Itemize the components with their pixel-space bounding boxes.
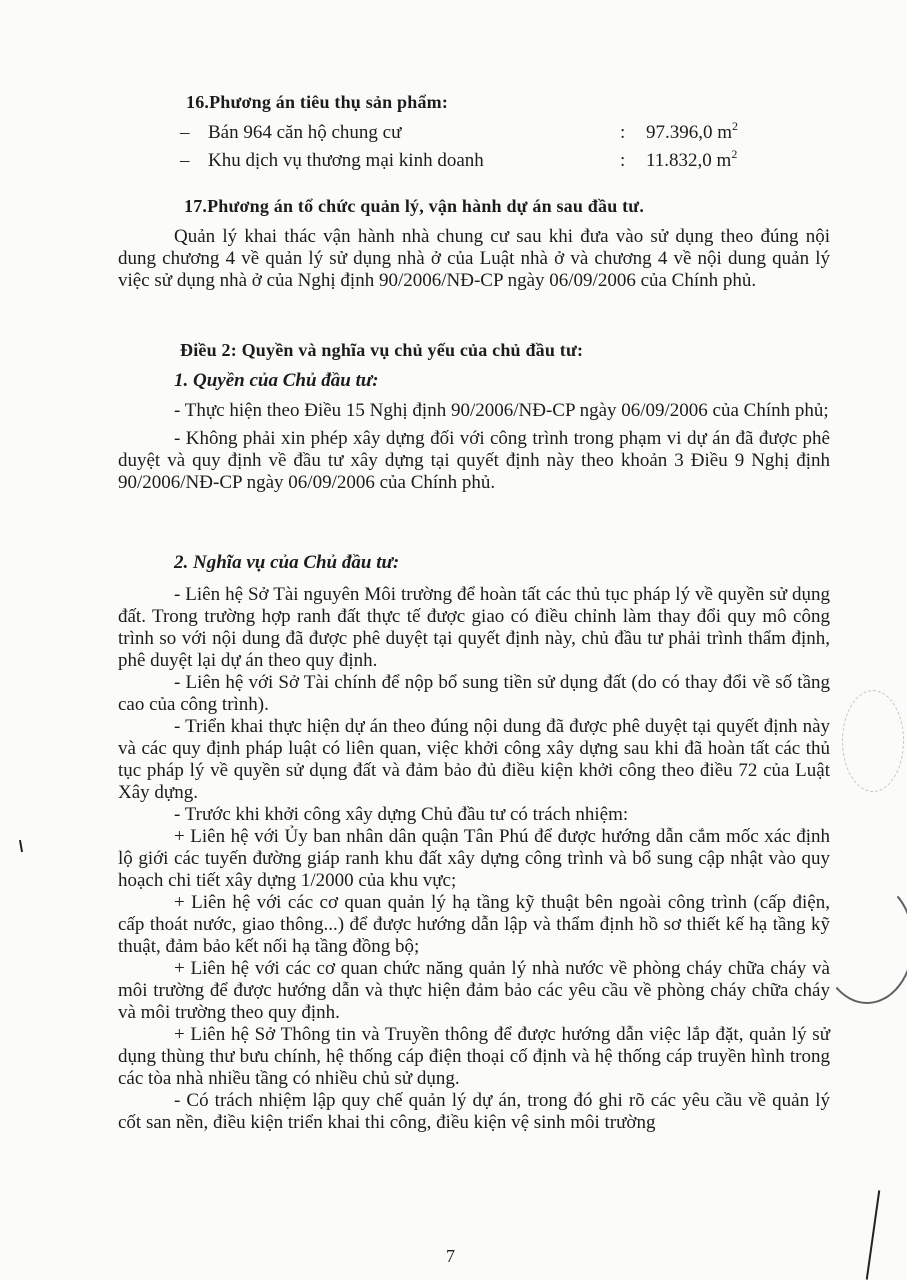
faint-seal-mark-icon [842,690,904,792]
duties-item: - Trước khi khởi công xây dựng Chủ đầu tư có trách nhiệm: [174,804,629,825]
duties-subitem: + Liên hệ với các cơ quan chức năng quản lý nhà nước về phòng cháy chữa cháy và môi trường để được hướng dẫn và thực hiện đảm bảo các yêu cầu về phòng cháy chữa cháy và môi trường theo quy định. [118,958,830,1023]
item-colon: : [620,122,626,143]
duties-heading: 2. Nghĩa vụ của Chủ đầu tư: [174,552,400,573]
rights-item: - Không phải xin phép xây dựng đối với công trình trong phạm vi dự án đã được phê duyệt và quy định về đầu tư xây dựng tại quyết định này theo khoản 3 Điều 9 Nghị định 90/2006/NĐ-CP ngày 06/09/2006 của Chính phủ. [118,428,830,493]
rights-list [118,400,830,494]
duties-subitem: + Liên hệ với Ủy ban nhân dân quận Tân Phú để được hướng dẫn cắm mốc xác định lộ giới các tuyến đường giáp ranh khu đất xây dựng công trình và bổ sung cập nhật vào quy hoạch chi tiết xây dựng 1/2000 của khu vực; [118,826,830,891]
duties-item: - Triển khai thực hiện dự án theo đúng nội dung đã được phê duyệt tại quyết định này và các quy định pháp luật có liên quan, việc khởi công xây dựng sau khi đã hoàn tất các thủ tục pháp lý về quyền sử dụng đất và đảm bảo đủ điều kiện khởi công theo điều 72 của Luật Xây dựng. [118,716,830,803]
duties-subitem: + Liên hệ Sở Thông tin và Truyền thông để được hướng dẫn việc lắp đặt, quản lý sử dụng thùng thư bưu chính, hệ thống cáp điện thoại cố định và hệ thống cáp truyền hình trong các tòa nhà nhiều tầng có nhiều chủ sử dụng. [118,1024,830,1089]
item-colon: : [620,150,626,171]
item-area-value: 11.832,0 $m^2$ [646,147,738,171]
margin-scan-mark [19,840,23,852]
item-dash: – [180,122,190,143]
duties-list [118,584,830,1134]
rights-item: - Thực hiện theo Điều 15 Nghị định 90/2006/NĐ-CP ngày 06/09/2006 của Chính phủ; [174,400,829,421]
section-17-heading: 17.Phương án tổ chức quản lý, vận hành dự án sau đầu tư. [184,196,645,216]
seal-stamp-icon [820,880,907,1004]
item-label: Khu dịch vụ thương mại kinh doanh [208,150,484,171]
article-2-heading: Điều 2: Quyền và nghĩa vụ chủ yếu của chủ đầu tư: [180,340,584,360]
sales-item-commercial [180,147,780,174]
page-number: 7 [446,1246,455,1266]
rights-heading: 1. Quyền của Chủ đầu tư: [174,370,379,391]
margin-pen-line [866,1190,881,1279]
item-dash: – [180,150,190,171]
duties-item: - Có trách nhiệm lập quy chế quản lý dự án, trong đó ghi rõ các yêu cầu về quản lý cốt san nền, điều kiện triển khai thi công, điều kiện vệ sinh môi trường [118,1090,830,1133]
sales-item-apartments [180,119,780,146]
item-area-value: 97.396,0 $m^2$ [646,119,739,143]
section-17-body [118,226,830,292]
section-16-heading: 16.Phương án tiêu thụ sản phẩm: [186,92,449,112]
duties-item: - Liên hệ Sở Tài nguyên Môi trường để hoàn tất các thủ tục pháp lý về quyền sử dụng đất. Trong trường hợp ranh đất thực tế được giao có điều chỉnh làm thay đổi quy mô công trình so với nội dung đã được phê duyệt tại quyết định này, chủ đầu tư phải trình thẩm định, phê duyệt lại dự án theo quy định. [118,584,830,671]
duties-subitem: + Liên hệ với các cơ quan quản lý hạ tầng kỹ thuật bên ngoài công trình (cấp điện, cấp thoát nước, giao thông...) để được hướng dẫn lập và thẩm định hồ sơ thiết kế hạ tầng kỹ thuật, đảm bảo kết nối hạ tầng đồng bộ; [118,892,830,957]
duties-item: - Liên hệ với Sở Tài chính để nộp bổ sung tiền sử dụng đất (do có thay đổi về số tầng cao của công trình). [118,672,830,715]
item-label: Bán 964 căn hộ chung cư [208,122,402,143]
paragraph: Quản lý khai thác vận hành nhà chung cư sau khi đưa vào sử dụng theo đúng nội dung chương 4 về quản lý sử dụng nhà ở của Luật nhà ở và chương 4 về nội dung quản lý việc sử dụng nhà ở của Nghị định 90/2006/NĐ-CP ngày 06/09/2006 của Chính phủ. [118,226,830,291]
